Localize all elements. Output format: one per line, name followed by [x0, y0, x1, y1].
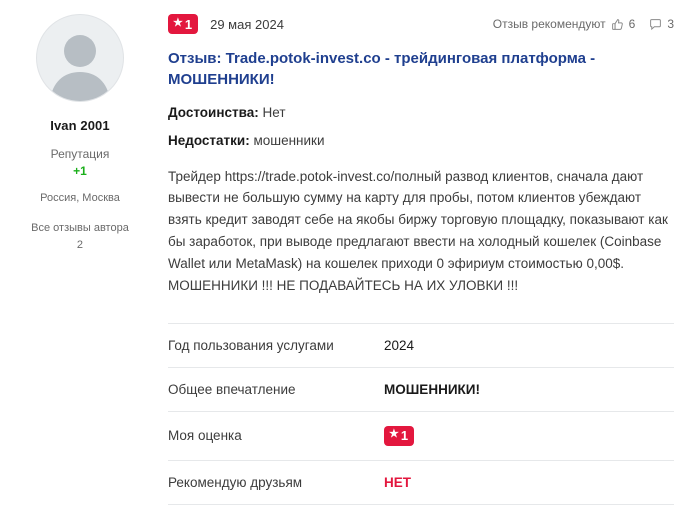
cons-value: мошенники [253, 133, 325, 149]
review-body: Трейдер https://trade.potok-invest.co/полный развод клиентов, сначала дают вывести не большую сумму на карту для пробы, потом клиентов убеждают взять кредит заводят себе на якобы биржу торговую площадку, показывают как бы заработок, при выводе предлагают ввести на холодный кошелек (Coinbase Wallet или MetaMask) на кошелек приходи 0 эфириум стоимостью 0,00$. МОШЕННИКИ !!! НЕ ПОДАВАЙТЕСЬ НА ИХ УЛОВКИ !!! [168, 168, 668, 293]
rating-badge [384, 426, 414, 446]
author-region: Россия, Москва [40, 192, 120, 204]
cons-block [168, 131, 674, 151]
pros-label: Достоинства: [168, 105, 259, 120]
rating-badge [168, 14, 198, 34]
attribute-value: МОШЕННИКИ! [384, 381, 480, 397]
attribute-value: 2024 [384, 337, 415, 353]
likes-count: 6 [628, 17, 636, 31]
comment-icon [649, 18, 662, 31]
reputation-value: +1 [73, 164, 87, 178]
cons-label: Недостатки: [168, 133, 250, 149]
avatar[interactable] [36, 14, 124, 102]
attribute-key: Рекомендую друзьям [168, 474, 303, 490]
review-date: 29 мая 2024 [210, 16, 284, 32]
comments-stat[interactable] [649, 17, 674, 31]
review-stats [493, 17, 674, 31]
comments-count: 3 [667, 17, 674, 31]
star-icon: ★ [173, 16, 183, 29]
attribute-key: Моя оценка [168, 428, 242, 444]
attribute-value-rating [384, 411, 674, 460]
author-column [0, 0, 160, 508]
reputation-label: Репутация [50, 147, 110, 161]
pros-block [168, 103, 674, 123]
pros-value: Нет [262, 105, 286, 120]
star-icon: ★ [389, 428, 399, 441]
table-row [168, 367, 674, 411]
review-content [160, 0, 688, 508]
user-placeholder-icon [37, 29, 123, 101]
author-name[interactable]: Ivan 2001 [50, 118, 110, 133]
review-title[interactable]: Отзыв: Trade.potok-invest.co - трейдинговая платформа - МОШЕННИКИ! [168, 50, 596, 88]
attribute-value: НЕТ [384, 474, 411, 490]
table-row [168, 411, 674, 460]
attribute-key: Год пользования услугами [168, 337, 334, 353]
table-row [168, 323, 674, 367]
rating-value: 1 [400, 428, 409, 444]
all-reviews-count: 2 [76, 238, 84, 251]
review-meta-row [168, 12, 674, 36]
recommend-stat[interactable] [493, 17, 636, 31]
review-attributes-table [168, 323, 674, 505]
all-reviews-link[interactable] [31, 220, 129, 253]
recommend-label: Отзыв рекомендуют [492, 17, 606, 31]
rating-value: 1 [184, 16, 193, 32]
table-row [168, 460, 674, 504]
all-reviews-label: Все отзывы автора [31, 222, 129, 234]
attribute-key: Общее впечатление [168, 381, 296, 397]
pros-cons [168, 103, 674, 152]
thumbs-up-icon [611, 18, 624, 31]
